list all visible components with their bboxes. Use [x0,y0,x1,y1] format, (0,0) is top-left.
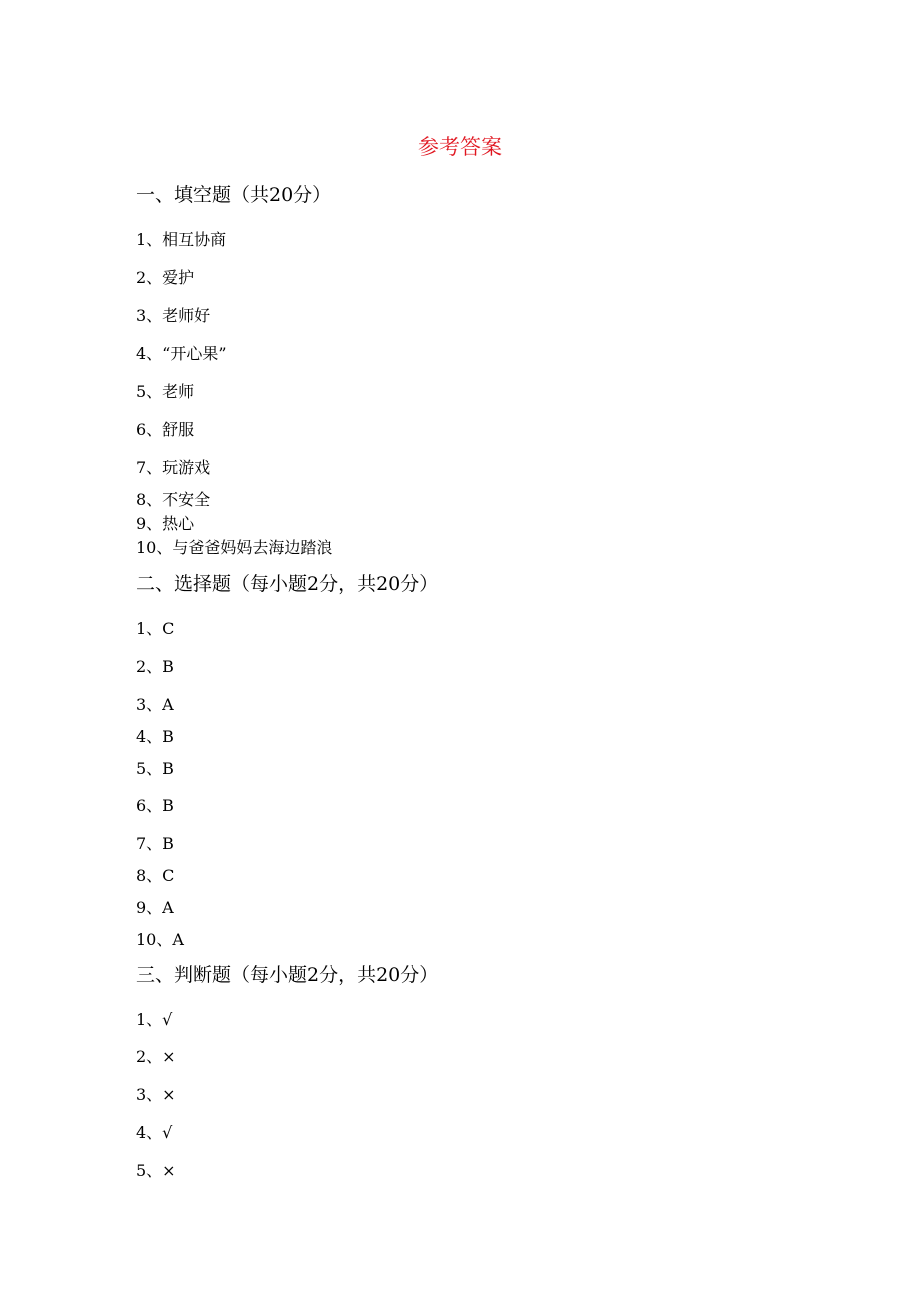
answer-item: 2、B [136,657,174,676]
answer-item: 9、热心 [136,514,195,533]
answer-item: 1、C [136,619,175,638]
answer-item: 5、× [136,1161,176,1180]
answer-item: 3、× [136,1085,176,1104]
answer-item: 7、玩游戏 [136,458,211,477]
section-heading-multiple-choice: 二、选择题（每小题2分，共20分） [136,573,439,595]
answer-item: 3、A [136,695,174,714]
answer-item: 10、A [136,930,184,949]
answer-item: 1、相互协商 [136,230,227,249]
answer-item: 6、舒服 [136,420,195,439]
section-heading-true-false: 三、判断题（每小题2分，共20分） [136,964,439,986]
answer-item: 5、老师 [136,382,195,401]
answer-item: 8、C [136,866,175,885]
answer-item: 2、爱护 [136,268,195,287]
answer-item: 8、不安全 [136,490,211,509]
answer-item: 2、× [136,1047,176,1066]
answer-item: 9、A [136,898,174,917]
answer-item: 5、B [136,759,174,778]
answer-item: 10、与爸爸妈妈去海边踏浪 [136,538,333,557]
answer-item: 4、B [136,727,174,746]
section-heading-fill-blank: 一、填空题（共20分） [136,184,332,206]
answer-item: 4、“开心果” [136,344,227,363]
page-title: 参考答案 [418,135,502,159]
answer-item: 6、B [136,796,174,815]
answer-item: 4、√ [136,1123,173,1142]
answer-item: 1、√ [136,1010,173,1029]
answer-item: 3、老师好 [136,306,211,325]
answer-item: 7、B [136,834,174,853]
